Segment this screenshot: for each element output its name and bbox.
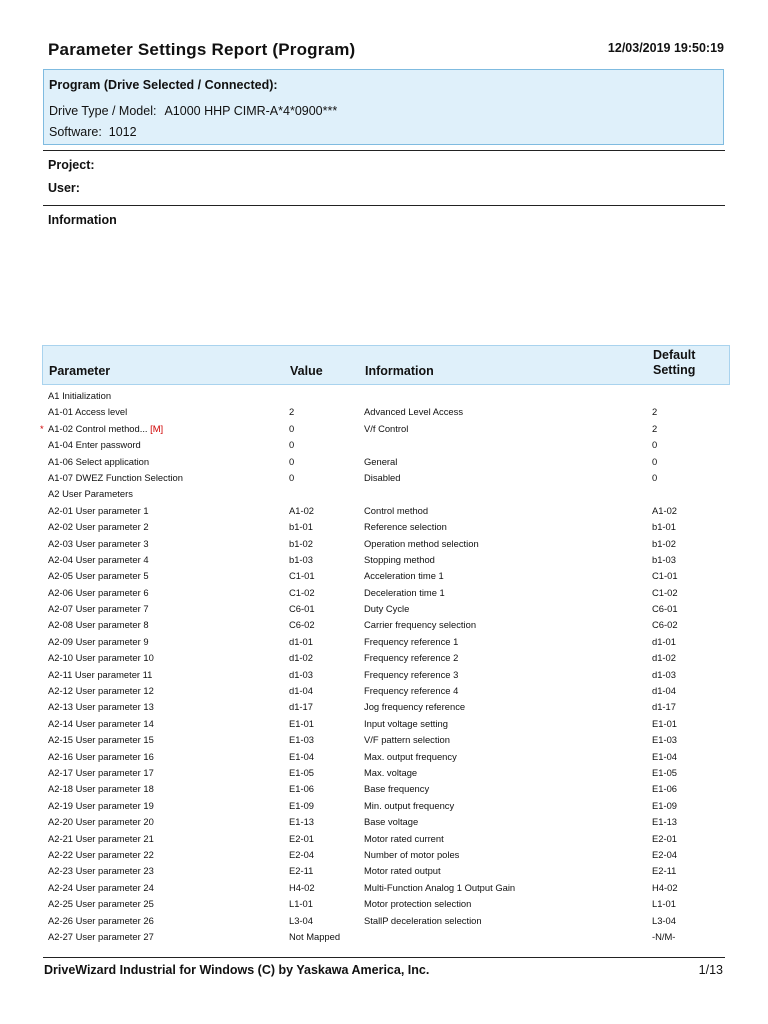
parameter-name: A1-06 Select application [48, 455, 150, 467]
parameter-cell [48, 863, 154, 879]
information-cell: Min. output frequency [364, 799, 455, 811]
parameter-name: A1-02 Control method... [48, 422, 151, 434]
table-row [42, 437, 730, 453]
value-cell: C1-02 [289, 586, 315, 598]
information-label: Information [48, 213, 117, 227]
footer-text: DriveWizard Industrial for Windows (C) by Yaskawa America, Inc. [44, 963, 430, 977]
table-row [42, 421, 730, 437]
table-row [42, 634, 730, 650]
header-parameter: Parameter [49, 364, 111, 378]
table-row [42, 896, 730, 912]
parameter-name: A2-05 User parameter 5 [48, 570, 149, 582]
parameter-name: A2-15 User parameter 15 [48, 734, 154, 746]
value-cell: 0 [289, 455, 295, 467]
parameter-cell [48, 699, 154, 715]
table-row [42, 519, 730, 535]
parameter-name: A2-11 User parameter 11 [48, 668, 153, 680]
parameter-name: A2-23 User parameter 23 [48, 865, 154, 877]
default-cell: d1-04 [652, 685, 676, 697]
header-default-line2: Setting [653, 363, 696, 377]
parameter-cell [48, 781, 154, 797]
table-row [42, 699, 730, 715]
page-title: Parameter Settings Report (Program) [48, 40, 356, 59]
default-cell: C6-02 [652, 619, 678, 631]
value-cell: C1-01 [289, 570, 315, 582]
information-cell: Base frequency [364, 783, 430, 795]
parameter-cell [48, 404, 127, 420]
header-default-line1: Default [653, 348, 696, 362]
parameter-name: A2-22 User parameter 22 [48, 848, 154, 860]
parameter-name: A2-08 User parameter 8 [48, 619, 149, 631]
value-cell: b1-03 [289, 553, 313, 565]
parameter-name: A2-19 User parameter 19 [48, 799, 154, 811]
table-row [42, 781, 730, 797]
table-row [42, 454, 730, 470]
parameter-cell [48, 880, 154, 896]
default-cell: C6-01 [652, 603, 678, 615]
table-row [42, 913, 730, 929]
default-cell: b1-02 [652, 537, 676, 549]
header-value: Value [290, 364, 323, 378]
table-row [42, 683, 730, 699]
value-cell: H4-02 [289, 881, 315, 893]
default-cell: E1-01 [652, 717, 678, 729]
value-cell: E1-06 [289, 783, 315, 795]
default-cell: -N/M- [652, 930, 676, 942]
modified-flag: [M] [150, 422, 164, 434]
default-cell: d1-03 [652, 668, 676, 680]
information-cell: Motor protection selection [364, 898, 472, 910]
default-cell: H4-02 [652, 881, 678, 893]
default-cell: E1-13 [652, 816, 678, 828]
default-cell: E2-01 [652, 832, 678, 844]
table-row [42, 601, 730, 617]
parameter-cell [48, 552, 149, 568]
parameter-cell [48, 765, 154, 781]
value-cell: E2-11 [289, 865, 314, 877]
information-cell: General [364, 455, 398, 467]
parameter-name: A2-10 User parameter 10 [48, 652, 154, 664]
value-cell: d1-02 [289, 652, 313, 664]
value-cell: E1-05 [289, 766, 315, 778]
default-cell: E1-09 [652, 799, 678, 811]
parameter-cell [48, 831, 154, 847]
table-row [42, 732, 730, 748]
default-cell: L3-04 [652, 914, 676, 926]
default-cell: 0 [652, 455, 658, 467]
table-header [42, 345, 730, 385]
parameter-name: A2-17 User parameter 17 [48, 766, 154, 778]
table-row [42, 847, 730, 863]
information-cell: Advanced Level Access [364, 406, 464, 418]
default-cell: A1-02 [652, 504, 678, 516]
default-cell: L1-01 [652, 898, 676, 910]
parameter-name: A2-21 User parameter 21 [48, 832, 154, 844]
parameter-cell [48, 847, 154, 863]
information-cell: Frequency reference 1 [364, 635, 459, 647]
table-row [42, 568, 730, 584]
default-cell: 0 [652, 439, 658, 451]
header-information: Information [365, 364, 434, 378]
default-cell: E1-03 [652, 734, 678, 746]
parameter-cell [48, 814, 154, 830]
parameter-name: A2-18 User parameter 18 [48, 783, 154, 795]
table-row [42, 585, 730, 601]
software-row [49, 125, 137, 139]
drive-type-label: Drive Type / Model: [49, 104, 157, 118]
parameter-cell [48, 617, 149, 633]
information-cell: Input voltage setting [364, 717, 448, 729]
parameter-name: A2-13 User parameter 13 [48, 701, 154, 713]
value-cell: E2-04 [289, 848, 315, 860]
table-row [42, 814, 730, 830]
parameter-cell [48, 913, 154, 929]
information-cell: Duty Cycle [364, 603, 410, 615]
parameter-cell [48, 650, 154, 666]
table-row [42, 650, 730, 666]
value-cell: d1-04 [289, 685, 313, 697]
parameter-name: A2-24 User parameter 24 [48, 881, 154, 893]
parameter-cell [48, 798, 154, 814]
default-cell: 2 [652, 422, 658, 434]
information-cell: Frequency reference 4 [364, 685, 459, 697]
information-cell: Acceleration time 1 [364, 570, 444, 582]
value-cell: C6-02 [289, 619, 315, 631]
parameter-cell [48, 732, 154, 748]
parameter-cell [48, 519, 149, 535]
default-cell: E2-04 [652, 848, 678, 860]
information-cell: StallP deceleration selection [364, 914, 482, 926]
information-cell: Multi-Function Analog 1 Output Gain [364, 881, 516, 893]
value-cell: d1-03 [289, 668, 313, 680]
table-row [42, 863, 730, 879]
table-row [42, 470, 730, 486]
table-row [42, 552, 730, 568]
parameter-cell [48, 667, 152, 683]
parameter-cell [48, 601, 149, 617]
value-cell: d1-17 [289, 701, 313, 713]
table-row [42, 716, 730, 732]
software-label: Software: [49, 125, 102, 139]
table-row [42, 749, 730, 765]
report-timestamp: 12/03/2019 19:50:19 [607, 41, 724, 55]
value-cell: E2-01 [289, 832, 315, 844]
parameter-name: A2-16 User parameter 16 [48, 750, 154, 762]
divider [43, 150, 725, 151]
parameter-name: A2-27 User parameter 27 [48, 930, 154, 942]
information-cell: Reference selection [364, 521, 447, 533]
parameter-cell [48, 585, 149, 601]
header-default-setting [653, 348, 695, 378]
section-label: A1 Initialization [48, 390, 112, 401]
parameter-name: A2-26 User parameter 26 [48, 914, 154, 926]
value-cell: b1-01 [289, 521, 313, 533]
parameter-name: A2-07 User parameter 7 [48, 603, 149, 615]
parameter-name: A2-04 User parameter 4 [48, 553, 149, 565]
parameter-cell [48, 536, 149, 552]
value-cell: 0 [289, 471, 295, 483]
section-heading [42, 388, 730, 404]
parameter-rows [42, 388, 730, 945]
parameter-name: A1-04 Enter password [48, 439, 141, 451]
parameter-cell [48, 929, 154, 945]
information-cell: Frequency reference 3 [364, 668, 459, 680]
information-cell: Operation method selection [364, 537, 479, 549]
drive-type-value: A1000 HHP CIMR-A*4*0900*** [164, 104, 338, 118]
value-cell: C6-01 [289, 603, 315, 615]
information-cell: V/F pattern selection [364, 734, 450, 746]
value-cell: E1-09 [289, 799, 315, 811]
divider [43, 205, 725, 206]
value-cell: Not Mapped [289, 930, 341, 942]
default-cell: E1-06 [652, 783, 678, 795]
parameter-name: A2-12 User parameter 12 [48, 685, 154, 697]
parameter-name: A2-06 User parameter 6 [48, 586, 149, 598]
program-heading: Program (Drive Selected / Connected): [49, 78, 278, 92]
table-row [42, 929, 730, 945]
value-cell: L3-04 [289, 914, 313, 926]
parameter-cell [48, 749, 154, 765]
default-cell: E1-04 [652, 750, 678, 762]
modified-marker: * [40, 422, 44, 434]
value-cell: 0 [289, 422, 295, 434]
parameter-name: A2-09 User parameter 9 [48, 635, 149, 647]
information-cell: Jog frequency reference [364, 701, 466, 713]
parameter-cell [48, 634, 149, 650]
parameter-cell [48, 437, 141, 453]
value-cell: 2 [289, 406, 295, 418]
information-cell: V/f Control [364, 422, 409, 434]
project-label: Project: [48, 158, 95, 172]
table-row [42, 617, 730, 633]
table-row [42, 667, 730, 683]
default-cell: C1-02 [652, 586, 678, 598]
value-cell: L1-01 [289, 898, 313, 910]
default-cell: E2-11 [652, 865, 677, 877]
default-cell: d1-17 [652, 701, 676, 713]
parameter-cell [48, 421, 163, 437]
default-cell: C1-01 [652, 570, 678, 582]
drive-type-row [49, 104, 337, 118]
parameter-name: A2-02 User parameter 2 [48, 521, 149, 533]
information-cell: Frequency reference 2 [364, 652, 459, 664]
table-row [42, 404, 730, 420]
information-cell: Number of motor poles [364, 848, 460, 860]
value-cell: E1-03 [289, 734, 315, 746]
value-cell: A1-02 [289, 504, 315, 516]
parameter-name: A2-25 User parameter 25 [48, 898, 154, 910]
information-cell: Motor rated current [364, 832, 444, 844]
information-cell: Carrier frequency selection [364, 619, 477, 631]
section-heading [42, 486, 730, 502]
parameter-name: A1-01 Access level [48, 406, 128, 418]
parameter-cell [48, 568, 149, 584]
table-row [42, 503, 730, 519]
parameter-cell [48, 503, 149, 519]
parameter-cell [48, 683, 154, 699]
information-cell: Base voltage [364, 816, 419, 828]
default-cell: 2 [652, 406, 658, 418]
default-cell: 0 [652, 471, 658, 483]
software-value: 1012 [108, 125, 137, 139]
information-cell: Stopping method [364, 553, 435, 565]
value-cell: E1-01 [289, 717, 315, 729]
parameter-cell [48, 454, 149, 470]
program-box [43, 69, 724, 145]
information-cell: Motor rated output [364, 865, 441, 877]
parameter-name: A2-03 User parameter 3 [48, 537, 149, 549]
default-cell: d1-01 [652, 635, 676, 647]
value-cell: E1-13 [289, 816, 315, 828]
default-cell: d1-02 [652, 652, 676, 664]
parameter-name: A2-20 User parameter 20 [48, 816, 154, 828]
value-cell: b1-02 [289, 537, 313, 549]
information-cell: Max. output frequency [364, 750, 457, 762]
table-row [42, 798, 730, 814]
parameter-cell [48, 716, 154, 732]
page-number: 1/13 [698, 963, 723, 977]
information-cell: Disabled [364, 471, 401, 483]
information-cell: Deceleration time 1 [364, 586, 445, 598]
section-label: A2 User Parameters [48, 488, 133, 500]
parameter-name: A2-14 User parameter 14 [48, 717, 154, 729]
table-row [42, 536, 730, 552]
table-row [42, 880, 730, 896]
parameter-cell [48, 896, 154, 912]
parameter-name: A2-01 User parameter 1 [48, 504, 149, 516]
table-row [42, 765, 730, 781]
information-cell: Control method [364, 504, 429, 516]
table-row [42, 831, 730, 847]
parameter-cell [48, 470, 183, 486]
information-cell: Max. voltage [364, 766, 418, 778]
value-cell: 0 [289, 439, 295, 451]
parameter-name: A1-07 DWEZ Function Selection [48, 471, 183, 483]
user-label: User: [48, 181, 80, 195]
default-cell: E1-05 [652, 766, 678, 778]
footer-rule [43, 957, 725, 958]
default-cell: b1-03 [652, 553, 676, 565]
value-cell: E1-04 [289, 750, 315, 762]
value-cell: d1-01 [289, 635, 313, 647]
default-cell: b1-01 [652, 521, 676, 533]
